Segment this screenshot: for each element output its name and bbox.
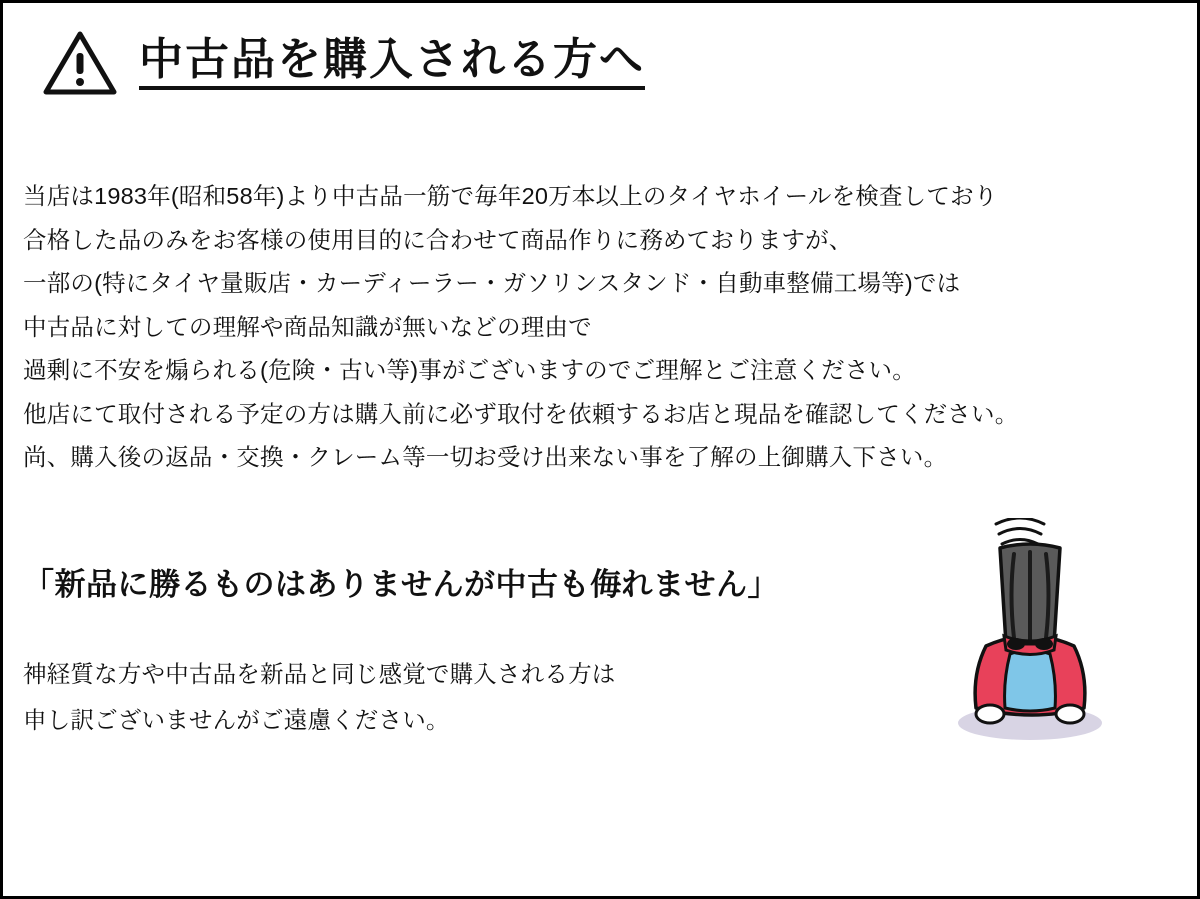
body-line: 他店にて取付される予定の方は購入前に必ず取付を依頼するお店と現品を確認してください。 bbox=[23, 400, 1019, 427]
body-text-block bbox=[23, 185, 1063, 490]
body-line: 過剰に不安を煽られる(危険・古い等)事がございますのでご理解とご注意ください。 bbox=[23, 357, 916, 383]
body-line: 尚、購入後の返品・交換・クレーム等一切お受け出来ない事を了解の上御購入下さい。 bbox=[23, 444, 948, 470]
body-line: 合格した品のみをお客様の使用目的に合わせて商品作りに務めておりますが、 bbox=[23, 226, 853, 253]
closing-line: 申し訳ございませんがご遠慮ください。 bbox=[23, 706, 450, 733]
highlight-quote: 「新品に勝るものはありませんが中古も侮れません」 bbox=[23, 567, 779, 602]
closing-line: 神経質な方や中古品を新品と同じ感覚で購入される方は bbox=[23, 661, 616, 687]
closing-text-block bbox=[23, 663, 923, 754]
warning-triangle-icon bbox=[43, 31, 117, 95]
body-line: 当店は1983年(昭和58年)より中古品一筋で毎年20万本以上のタイヤホイールを検査しており bbox=[23, 183, 998, 209]
page-header bbox=[43, 31, 645, 95]
tire-head-person-bowing-illustration bbox=[928, 518, 1133, 743]
body-line: 中古品に対しての理解や商品知識が無いなどの理由で bbox=[23, 313, 592, 340]
page-title: 中古品を購入される方へ bbox=[139, 36, 645, 90]
body-line: 一部の(特にタイヤ量販店・カーディーラー・ガソリンスタンド・自動車整備工場等)では bbox=[23, 270, 961, 296]
